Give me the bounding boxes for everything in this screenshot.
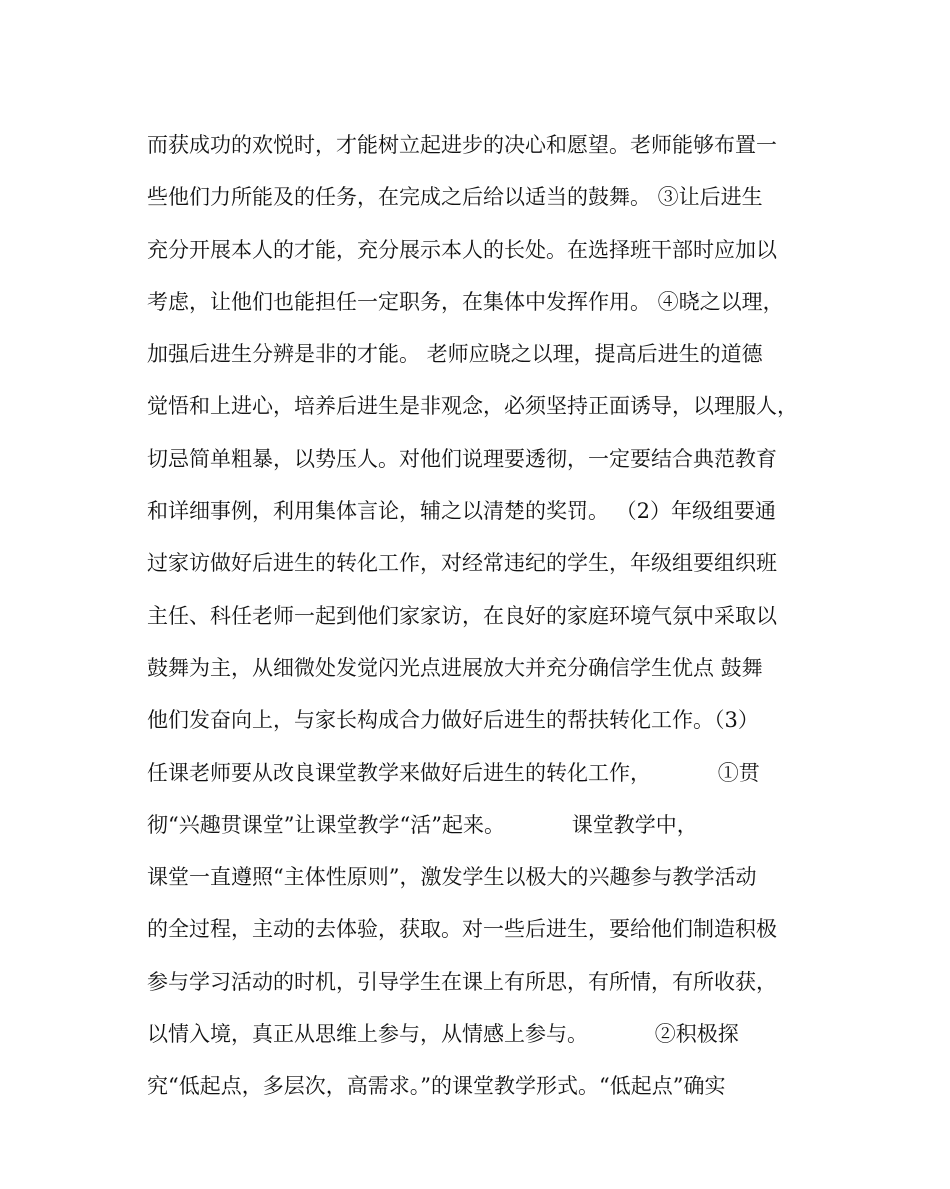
text-line: 任课老师要从改良课堂教学来做好后进生的转化工作， ①贯 xyxy=(147,760,760,785)
text-line: 彻“兴趣贯课堂”让课堂教学“活”起来。 课堂教学中， xyxy=(147,812,698,837)
text-line: 究“低起点，多层次，高需求。”的课堂教学形式。“低起点”确实 xyxy=(147,1074,726,1099)
text-line: 主任、科任老师一起到他们家家访，在良好的家庭环境气氛中采取以 xyxy=(147,603,777,628)
text-line: 以情入境，真正从思维上参与，从情感上参与。 ②积极探 xyxy=(147,1022,739,1047)
text-line: 和详细事例，利用集体言论，辅之以清楚的奖罚。 （2）年级组要通 xyxy=(147,499,777,524)
text-line: 课堂一直遵照“主体性原则”，激发学生以极大的兴趣参与教学活动 xyxy=(147,865,757,890)
text-line: 的全过程，主动的去体验，获取。对一些后进生，要给他们制造积极 xyxy=(147,917,777,942)
body-text xyxy=(147,125,827,1119)
text-line: 参与学习活动的时机，引导学生在课上有所思，有所情，有所收获， xyxy=(147,969,777,994)
text-line: 鼓舞为主，从细微处发觉闪光点进展放大并充分确信学生优点 鼓舞 xyxy=(147,655,763,680)
text-line: 些他们力所能及的任务，在完成之后给以适当的鼓舞。 ③让后进生 xyxy=(147,185,763,210)
text-line: 充分开展本人的才能，充分展示本人的长处。在选择班干部时应加以 xyxy=(147,237,777,262)
text-line: 考虑，让他们也能担任一定职务，在集体中发挥作用。 ④晓之以理， xyxy=(147,289,784,314)
text-line: 而获成功的欢悦时，才能树立起进步的决心和愿望。老师能够布置一 xyxy=(147,133,777,157)
text-line: 切忌简单粗暴，以势压人。对他们说理要透彻，一定要结合典范教育 xyxy=(147,446,777,471)
text-line: 他们发奋向上，与家长构成合力做好后进生的帮扶转化工作。（3） xyxy=(147,708,759,733)
text-line: 觉悟和上进心，培养后进生是非观念，必须坚持正面诱导，以理服人， xyxy=(147,394,798,419)
text-line: 加强后进生分辨是非的才能。 老师应晓之以理，提高后进生的道德 xyxy=(147,342,763,367)
text-line: 过家访做好后进生的转化工作，对经常违纪的学生，年级组要组织班 xyxy=(147,551,777,576)
